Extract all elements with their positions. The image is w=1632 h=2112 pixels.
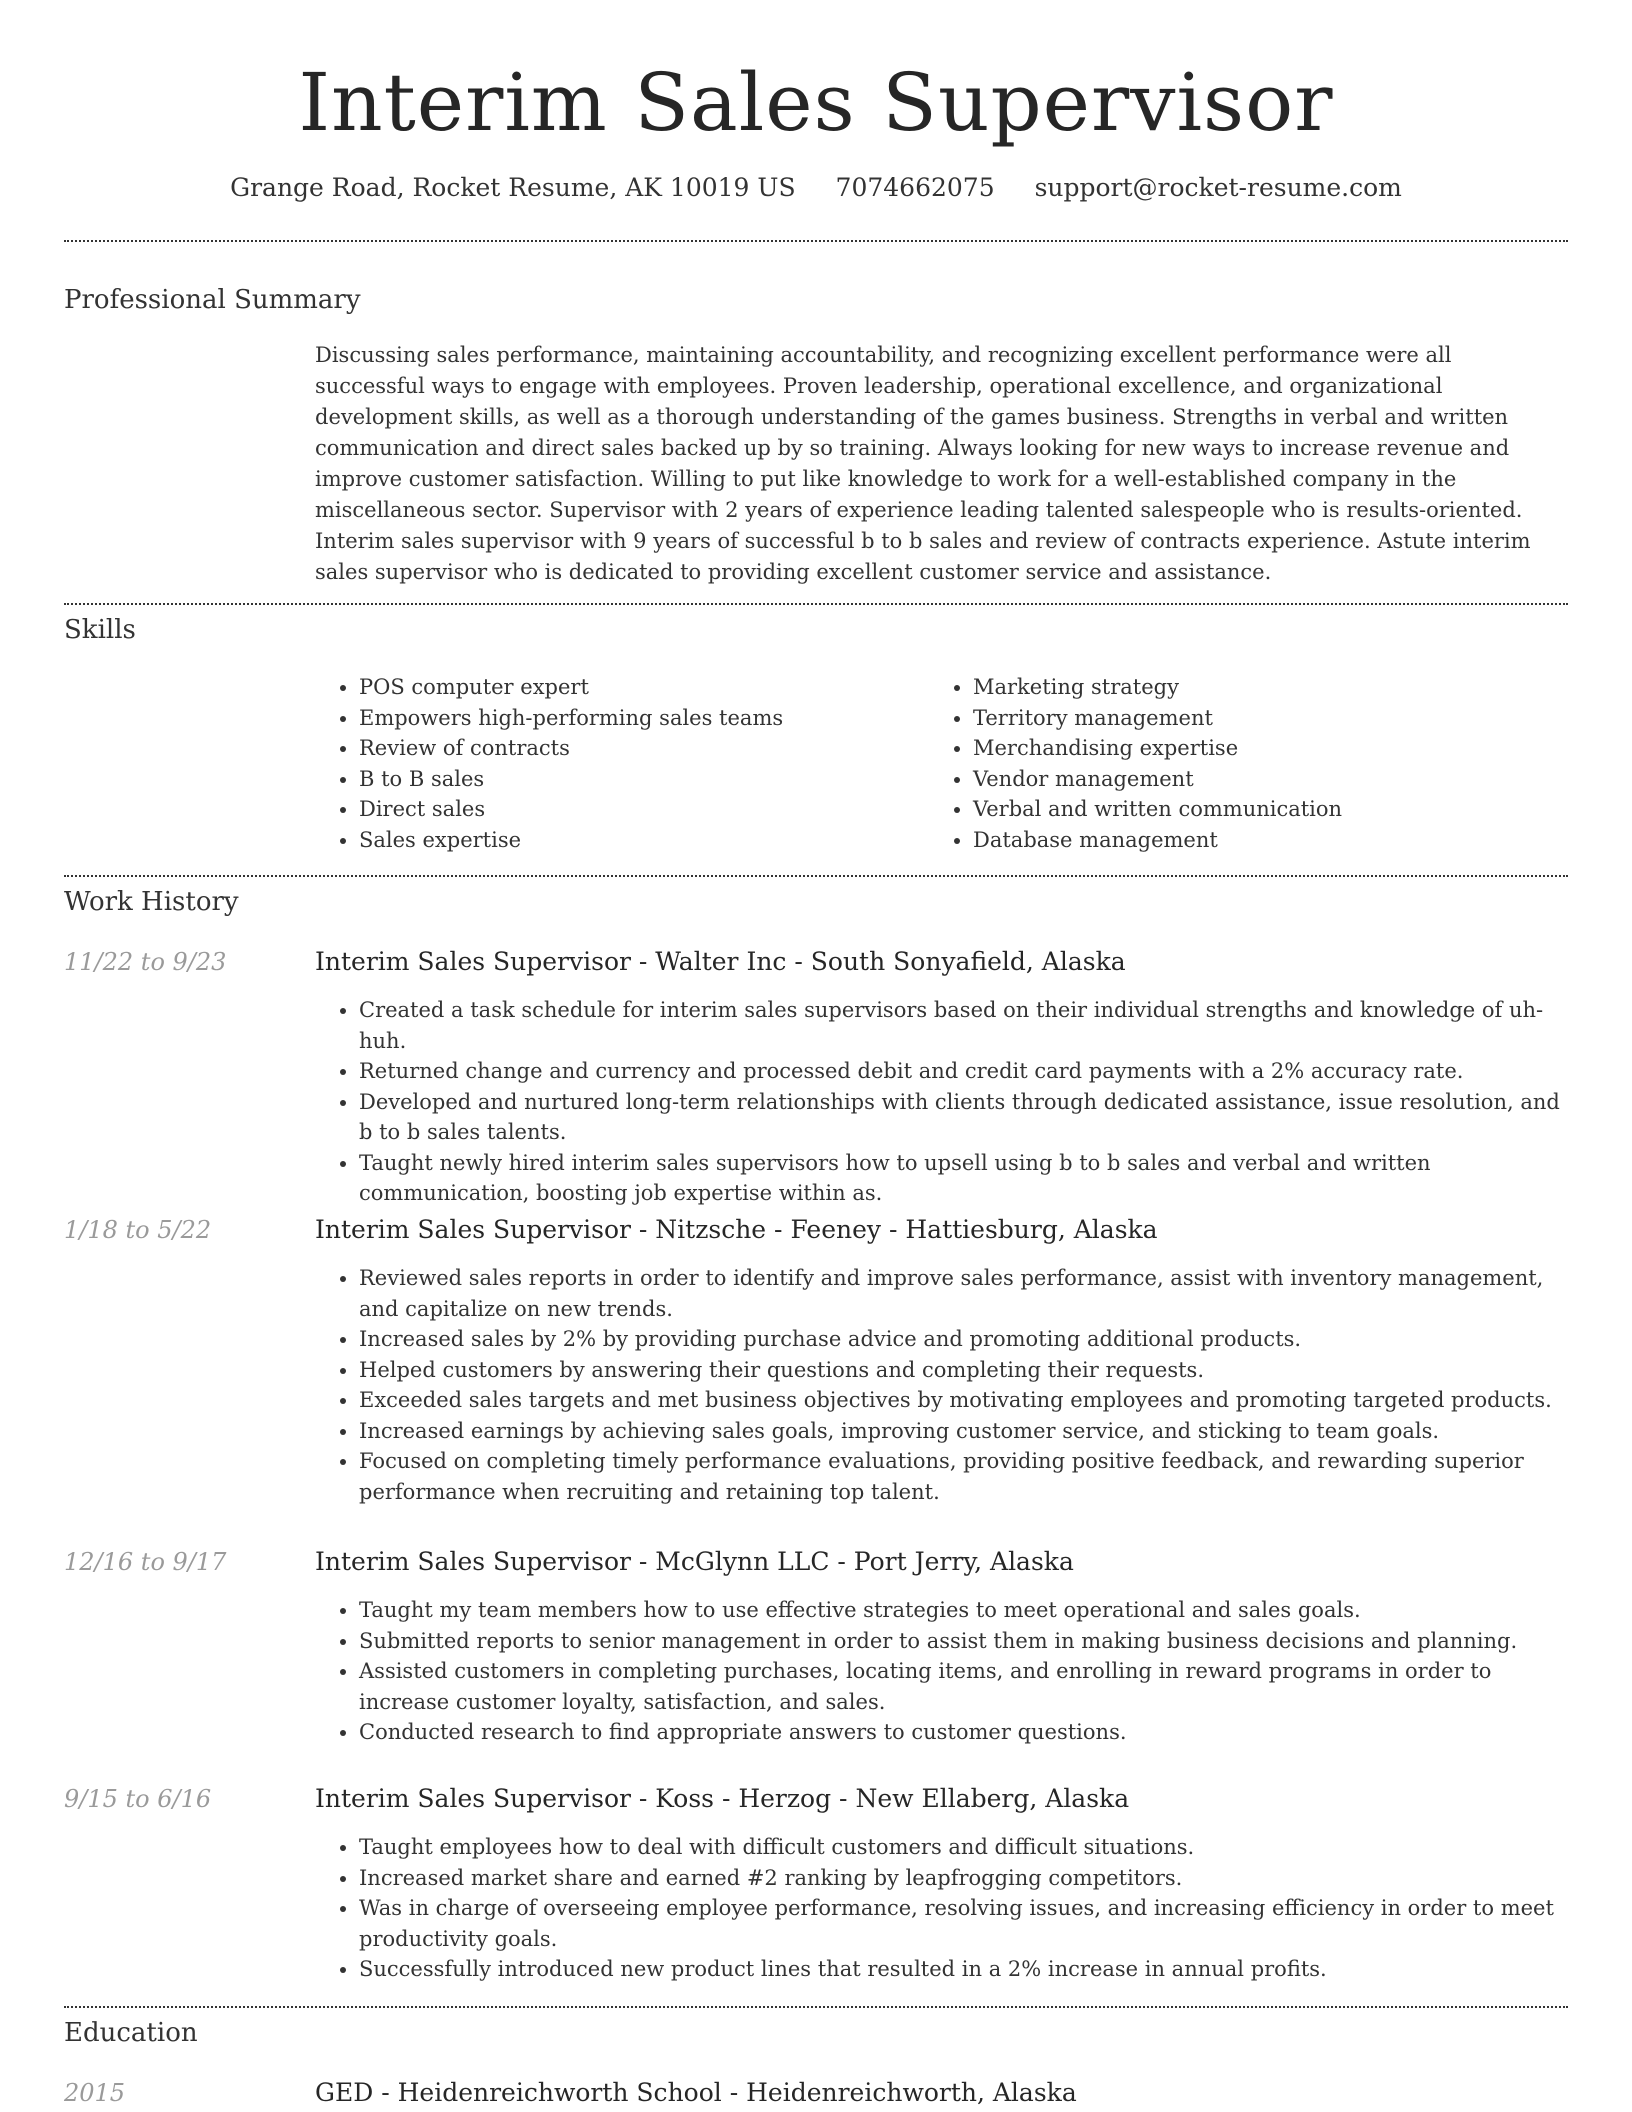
job-bullet: • Taught employees how to deal with difficult customers and difficult situations. bbox=[359, 1832, 1567, 1863]
contact-email: support@rocket-resume.com bbox=[1034, 173, 1402, 202]
job-bullet: • Created a task schedule for interim sales supervisors based on their individual strengths and knowledge of uh-huh. bbox=[359, 995, 1567, 1056]
section-divider bbox=[64, 875, 1568, 877]
job-bullet: • Increased earnings by achieving sales goals, improving customer service, and sticking to team goals. bbox=[359, 1416, 1567, 1447]
skill-item: • Territory management bbox=[973, 703, 1342, 734]
skill-item: • Sales expertise bbox=[359, 825, 783, 856]
skill-item: • Empowers high-performing sales teams bbox=[359, 703, 783, 734]
work-history-heading: Work History bbox=[64, 887, 239, 917]
contact-address: Grange Road, Rocket Resume, AK 10019 US bbox=[230, 173, 796, 202]
job-title: Interim Sales Supervisor - McGlynn LLC - Port Jerry, Alaska bbox=[315, 1547, 1074, 1576]
job-bullet: • Taught my team members how to use effective strategies to meet operational and sales goals. bbox=[359, 1595, 1567, 1626]
contact-phone: 7074662075 bbox=[835, 173, 995, 202]
job-bullet: • Reviewed sales reports in order to identify and improve sales performance, assist with inventory management, and capitalize on new trends. bbox=[359, 1263, 1567, 1324]
job-bullet: • Developed and nurtured long-term relationships with clients through dedicated assistance, issue resolution, and b to b sales talents. bbox=[359, 1087, 1567, 1148]
job-bullet: • Helped customers by answering their questions and completing their requests. bbox=[359, 1355, 1567, 1386]
skill-item: • Verbal and written communication bbox=[973, 794, 1342, 825]
skill-item: • B to B sales bbox=[359, 764, 783, 795]
summary-heading: Professional Summary bbox=[64, 285, 361, 315]
resume-name: Interim Sales Supervisor bbox=[298, 56, 1334, 149]
job-dates: 11/22 to 9/23 bbox=[64, 948, 227, 976]
job-bullet: • Submitted reports to senior management in order to assist them in making business decisions and planning. bbox=[359, 1626, 1567, 1657]
job-bullet: • Conducted research to find appropriate answers to customer questions. bbox=[359, 1717, 1567, 1748]
skill-item: • Direct sales bbox=[359, 794, 783, 825]
job-bullet: • Taught newly hired interim sales supervisors how to upsell using b to b sales and verbal and written communication, boosting job expertise within as. bbox=[359, 1148, 1567, 1209]
section-divider bbox=[64, 240, 1568, 242]
job-title: Interim Sales Supervisor - Koss - Herzog - New Ellaberg, Alaska bbox=[315, 1784, 1130, 1813]
job-bullet: • Was in charge of overseeing employee performance, resolving issues, and increasing efficiency in order to meet productivity goals. bbox=[359, 1893, 1567, 1954]
job-bullet: • Successfully introduced new product lines that resulted in a 2% increase in annual profits. bbox=[359, 1954, 1567, 1985]
job-bullet: • Increased sales by 2% by providing purchase advice and promoting additional products. bbox=[359, 1324, 1567, 1355]
education-year: 2015 bbox=[64, 2079, 126, 2107]
job-bullets bbox=[315, 1832, 1567, 1985]
job-bullet: • Focused on completing timely performance evaluations, providing positive feedback, and rewarding superior performance when recruiting and retaining top talent. bbox=[359, 1446, 1567, 1507]
job-bullet: • Assisted customers in completing purchases, locating items, and enrolling in reward programs in order to increase customer loyalty, satisfaction, and sales. bbox=[359, 1656, 1567, 1717]
job-bullet: • Increased market share and earned #2 ranking by leapfrogging competitors. bbox=[359, 1863, 1567, 1894]
education-title: GED - Heidenreichworth School - Heidenreichworth, Alaska bbox=[315, 2078, 1077, 2107]
skills-column-left bbox=[315, 672, 783, 855]
skill-item: • POS computer expert bbox=[359, 672, 783, 703]
job-title: Interim Sales Supervisor - Walter Inc - South Sonyafield, Alaska bbox=[315, 947, 1126, 976]
summary-text: Discussing sales performance, maintaining accountability, and recognizing excellent performance were all successful ways to engage with employees. Proven leadership, operational excellence, and organizational development skills, as well as a thorough understanding of the games business. Strengths in verbal and written communication and direct sales backed up by so training. Always looking for new ways to increase revenue and improve customer satisfaction. Willing to put like knowledge to work for a well-established company in the miscellaneous sector. Supervisor with 2 years of experience leading talented salespeople who is results-oriented. Interim sales supervisor with 9 years of successful b to b sales and review of contracts experience. Astute interim sales supervisor who is dedicated to providing excellent customer service and assistance. bbox=[315, 343, 1531, 584]
skill-item: • Merchandising expertise bbox=[973, 733, 1342, 764]
section-divider bbox=[64, 2006, 1568, 2008]
skill-item: • Database management bbox=[973, 825, 1342, 856]
job-bullet: • Exceeded sales targets and met business objectives by motivating employees and promoting targeted products. bbox=[359, 1385, 1567, 1416]
job-dates: 9/15 to 6/16 bbox=[64, 1785, 212, 1813]
section-divider bbox=[64, 603, 1568, 605]
skill-item: • Review of contracts bbox=[359, 733, 783, 764]
job-dates: 12/16 to 9/17 bbox=[64, 1548, 227, 1576]
job-dates: 1/18 to 5/22 bbox=[64, 1216, 212, 1244]
job-bullet: • Returned change and currency and processed debit and credit card payments with a 2% accuracy rate. bbox=[359, 1056, 1567, 1087]
contact-line bbox=[0, 170, 1632, 206]
job-bullets bbox=[315, 1595, 1567, 1748]
job-bullets bbox=[315, 995, 1567, 1209]
skill-item: • Vendor management bbox=[973, 764, 1342, 795]
skill-item: • Marketing strategy bbox=[973, 672, 1342, 703]
job-bullets bbox=[315, 1263, 1567, 1507]
education-heading: Education bbox=[64, 2018, 198, 2048]
job-title: Interim Sales Supervisor - Nitzsche - Feeney - Hattiesburg, Alaska bbox=[315, 1215, 1158, 1244]
skills-column-right bbox=[929, 672, 1342, 855]
skills-heading: Skills bbox=[64, 615, 136, 645]
